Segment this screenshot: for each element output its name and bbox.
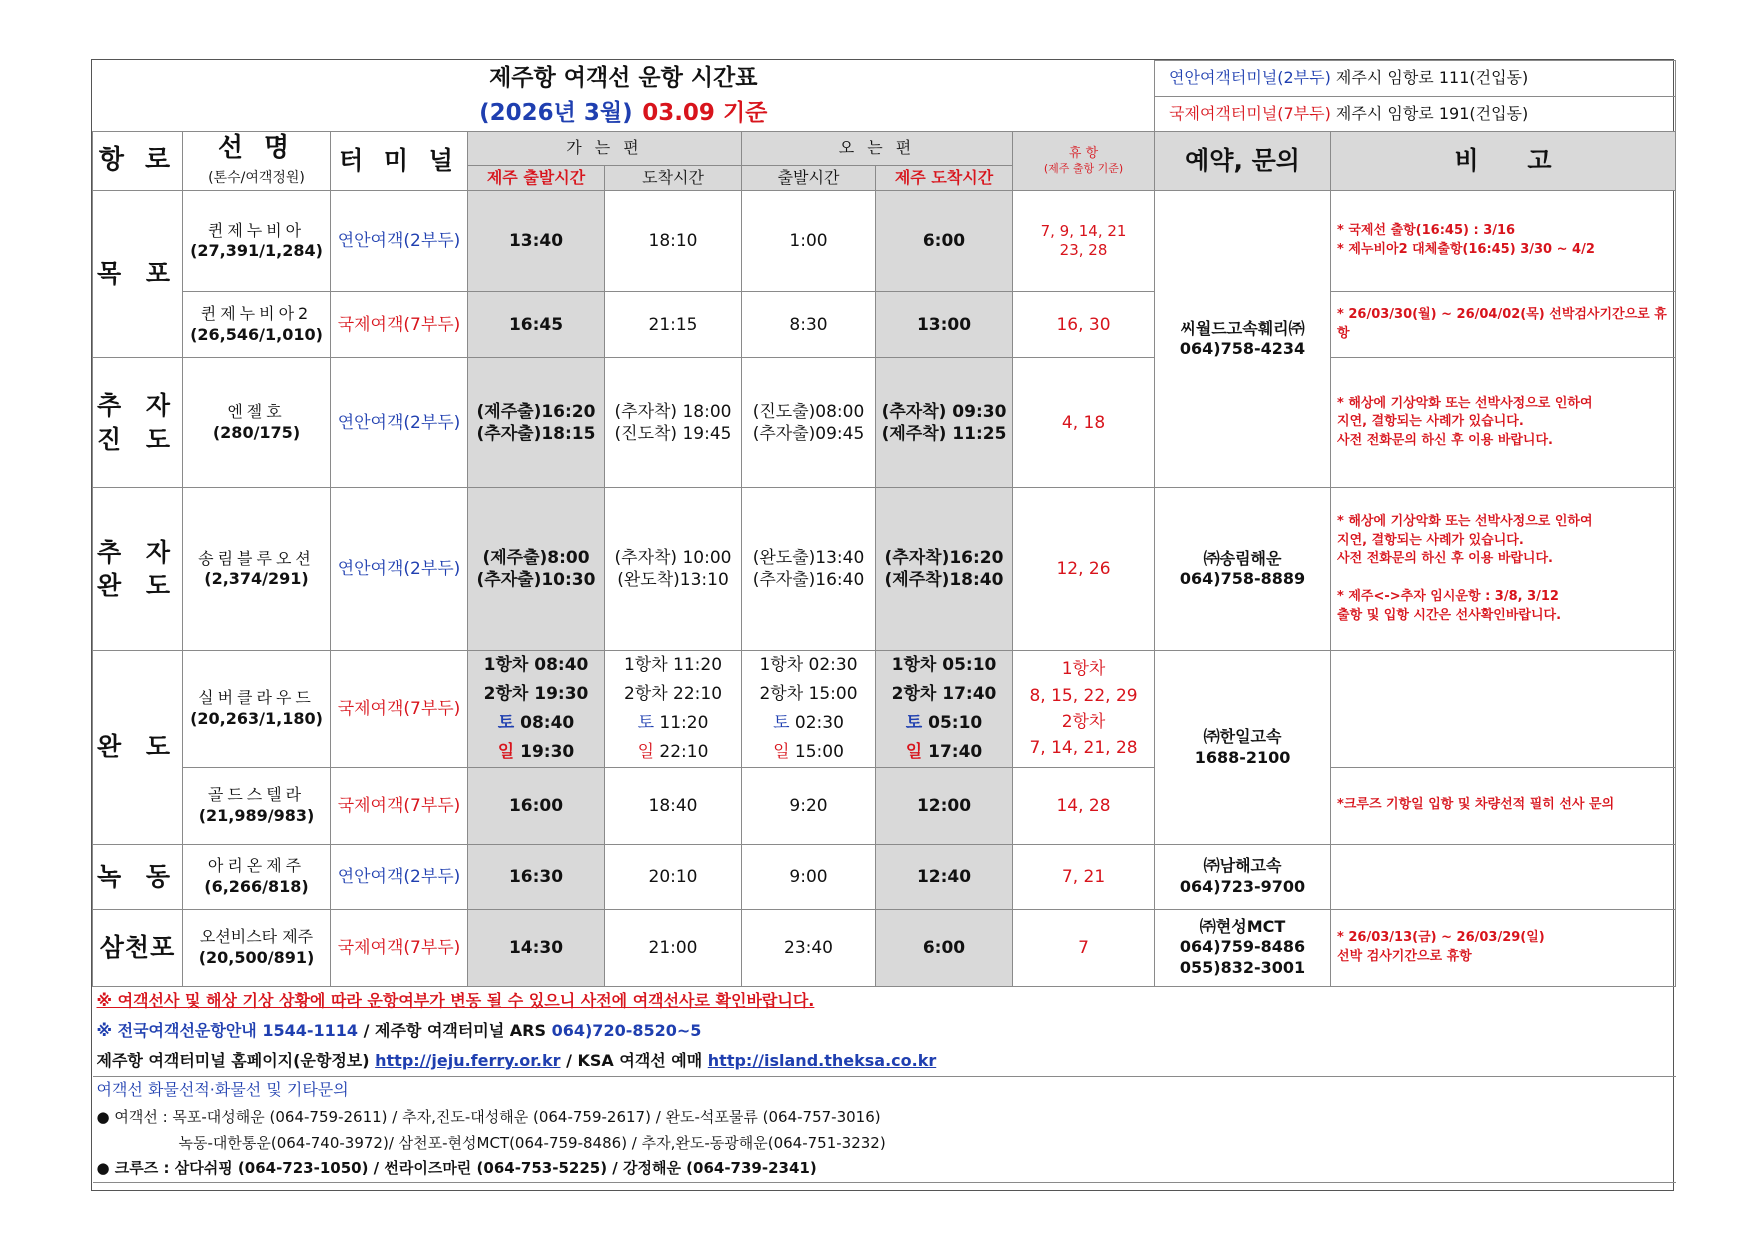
ship-spec: (20,500/891) [198,947,315,967]
going-arr-cell: 21:00 [605,909,742,986]
going-dep-cell: 16:00 [468,767,605,844]
trip-label: 2항차 [623,684,668,705]
page-subtitle [93,97,1155,132]
cargo-line-3: ● 크루즈 : 삼다쉬핑 (064-723-1050) / 썬라이즈마린 (064-753-5225) / 강정해운 (064-739-2341) [93,1156,1676,1182]
trip-label: 2항차 [759,684,804,705]
ship-cell [183,909,331,986]
terminal-cell: 연안여객(2부두) [331,844,468,909]
time-value: 15:00 [794,741,844,762]
table-row [93,651,1676,768]
subtitle-month: (2026년 3월) [479,99,633,126]
time-value: 05:10 [942,655,997,676]
going-dep-cell [468,651,605,768]
rest-cell: 14, 28 [1013,767,1155,844]
terminal-cell: 국제여객(7부두) [331,767,468,844]
col-going: 가 는 편 [468,132,742,166]
col-going-dep: 제주 출발시간 [468,166,605,191]
homepage-link[interactable]: http://jeju.ferry.or.kr [375,1050,561,1070]
going-arr-cell: 18:40 [605,767,742,844]
going-arr-cell [605,651,742,768]
time-value: 08:40 [534,655,589,676]
return-dep-cell: 23:40 [742,909,876,986]
col-ship: 선 명 [183,132,331,166]
trip-label: 1항차 [623,655,668,676]
ship-spec: (21,989/983) [198,805,315,825]
return-arr-cell: 13:00 [876,292,1013,358]
time-value: 17:40 [942,684,997,705]
ksa-label: / KSA 여객선 예매 [560,1050,708,1070]
return-dep-cell: (완도출)13:40 (추자출)16:40 [742,488,876,651]
going-arr-cell: (추자착) 10:00 (완도착)13:10 [605,488,742,651]
going-arr-cell: 21:15 [605,292,742,358]
remark-cell [1331,844,1676,909]
ship-name: 골드스텔라 [207,785,306,805]
title-text: 제주항 여객선 운항 시간표 [489,64,758,91]
ship-name: 아리온제주 [207,856,306,876]
col-rest [1013,132,1155,191]
terminal-address: 제주시 임항로 111(건입동) [1335,68,1529,88]
table-row [93,844,1676,909]
time-value: 22:10 [659,741,709,762]
sunday-label: 일 [905,741,923,762]
terminal-name: 국제여객터미널(7부두) [1169,103,1331,123]
route-wando: 완 도 [93,651,183,845]
return-dep-cell [742,651,876,768]
ship-name: 실버클라우드 [198,688,315,708]
going-dep-cell: 16:30 [468,844,605,909]
page-title [93,61,1155,97]
time-value: 11:20 [673,655,723,676]
cargo-line-1: ● 여객선 : 목포-대성해운 (064-759-2611) / 추자,진도-대성해운 (064-759-2617) / 완도-석포물류 (064-757-3016) [96,1107,881,1126]
going-dep-cell: (제주출)8:00 (추자출)10:30 [468,488,605,651]
rest-line: 1항차 [1061,659,1106,680]
return-arr-cell: 6:00 [876,191,1013,292]
timetable [92,60,1676,1183]
saturday-label: 토 [637,713,655,734]
terminal-cell: 연안여객(2부두) [331,191,468,292]
time-value: 02:30 [808,655,858,676]
return-dep-cell: 1:00 [742,191,876,292]
ship-spec: (280/175) [212,422,301,442]
rest-line: 7, 14, 21, 28 [1029,738,1138,759]
table-row [93,292,1676,358]
ksa-link[interactable]: http://island.theksa.co.kr [707,1050,937,1070]
ship-cell [183,358,331,488]
info-mid: / 제주항 여객터미널 ARS [358,1020,552,1040]
terminal-cell: 연안여객(2부두) [331,488,468,651]
time-value: 19:30 [520,741,575,762]
homepage-label: 제주항 여객터미널 홈페이지(운항정보) [96,1050,376,1070]
contact-seaworld: 씨월드고속훼리㈜ 064)758-4234 [1155,191,1331,488]
trip-label: 1항차 [759,655,804,676]
terminal-name: 연안여객터미널(2부두) [1169,68,1331,88]
ship-cell [183,767,331,844]
col-return: 오 는 편 [742,132,1013,166]
trip-label: 1항차 [891,655,937,676]
ship-name: 퀸제누비아2 [200,304,313,323]
terminal-address-coastal [1155,61,1676,97]
sunday-label: 일 [497,741,515,762]
contact-songrim: ㈜송림해운 064)758-8889 [1155,488,1331,651]
rest-line: 8, 15, 22, 29 [1029,685,1138,706]
ship-spec: (2,374/291) [204,569,309,589]
return-arr-cell [876,651,1013,768]
terminal-cell: 국제여객(7부두) [331,651,468,768]
table-row [93,909,1676,986]
time-value: 05:10 [928,713,983,734]
ship-name: 오션비스타 제주 [199,927,314,947]
info-phone: 1544-1114 [262,1020,359,1040]
warning-text: ※ 여객선사 및 해상 기상 상황에 따라 운항여부가 변동 될 수 있으니 사전에 여객선사로 확인바랍니다. [96,991,815,1011]
time-value: 19:30 [534,684,589,705]
terminal-address-intl [1155,97,1676,132]
cargo-title: 여객선 화물선적·화물선 및 기타문의 [93,1076,1676,1104]
col-return-arr: 제주 도착시간 [876,166,1013,191]
ship-cell [183,191,331,292]
rest-cell: 4, 18 [1013,358,1155,488]
rest-cell [1013,651,1155,768]
contact-hyunsung: ㈜현성MCT 064)759-8486 055)832-3001 [1155,909,1331,986]
terminal-cell: 국제여객(7부두) [331,292,468,358]
contact-hanil: ㈜한일고속 1688-2100 [1155,651,1331,845]
trip-label: 2항차 [483,684,529,705]
return-arr-cell: 6:00 [876,909,1013,986]
remark-cell: * 26/03/13(금) ~ 26/03/29(일) 선박 검사기간으로 휴항 [1331,909,1676,986]
saturday-label: 토 [497,713,515,734]
remark-cell: * 해상에 기상악화 또는 선박사정으로 인하여 지연, 결항되는 사례가 있습니다. 사전 전화문의 하신 후 이용 바랍니다. [1331,358,1676,488]
time-value: 02:30 [794,713,844,734]
rest-cell: 7, 21 [1013,844,1155,909]
route-chuja-jindo: 추 자 진 도 [93,358,183,488]
going-dep-cell: 14:30 [468,909,605,986]
going-arr-cell: 18:10 [605,191,742,292]
ship-spec: (27,391/1,284) [190,241,323,261]
subtitle-date: 03.09 기준 [642,99,768,126]
ship-spec: (20,263/1,180) [190,709,323,729]
saturday-label: 토 [905,713,923,734]
time-value: 22:10 [673,684,723,705]
return-dep-cell: 9:00 [742,844,876,909]
trip-label: 2항차 [891,684,937,705]
rest-line: 2항차 [1061,712,1106,733]
sunday-label: 일 [773,741,790,762]
col-contact: 예약, 문의 [1155,132,1331,191]
rest-label: 휴 항 [1068,145,1099,161]
saturday-label: 토 [773,713,790,734]
route-samcheonpo: 삼천포 [93,909,183,986]
rest-sublabel: (제주 출항 기준) [1043,162,1124,176]
rest-cell: 12, 26 [1013,488,1155,651]
return-dep-cell: (진도출)08:00 (추자출)09:45 [742,358,876,488]
terminal-cell: 국제여객(7부두) [331,909,468,986]
return-arr-cell: (추자착) 09:30 (제주착) 11:25 [876,358,1013,488]
return-arr-cell: 12:40 [876,844,1013,909]
time-value: 08:40 [520,713,575,734]
ship-cell [183,844,331,909]
going-dep-cell: (제주출)16:20 (추자출)18:15 [468,358,605,488]
ship-cell [183,488,331,651]
info-prefix: ※ 전국여객선운항안내 [96,1020,263,1040]
table-row [93,191,1676,292]
footer-links [93,1046,1676,1076]
remark-cell: * 국제선 출항(16:45) : 3/16 * 제누비아2 대체출항(16:45) 3/30 ~ 4/2 [1331,191,1676,292]
going-dep-cell: 13:40 [468,191,605,292]
trip-label: 1항차 [483,655,529,676]
going-arr-cell: 20:10 [605,844,742,909]
table-row [93,488,1676,651]
col-terminal: 터 미 널 [331,132,468,191]
footer-warning [93,986,1676,1016]
timetable-sheet [91,59,1674,1191]
remark-cell: *크루즈 기항일 입항 및 차량선적 필히 선사 문의 [1331,767,1676,844]
col-ship-sub: (톤수/여객정원) [183,166,331,191]
sunday-label: 일 [637,741,655,762]
table-row [93,767,1676,844]
col-return-dep: 출발시간 [742,166,876,191]
return-dep-cell: 8:30 [742,292,876,358]
route-nokdong: 녹 동 [93,844,183,909]
going-dep-cell: 16:45 [468,292,605,358]
col-remarks: 비 고 [1331,132,1676,191]
time-value: 17:40 [928,741,983,762]
route-mokpo: 목 포 [93,191,183,358]
remark-cell: * 해상에 기상악화 또는 선박사정으로 인하여 지연, 결항되는 사례가 있습니다. 사전 전화문의 하신 후 이용 바랍니다. * 제주<->추자 임시운항 : 3/8, 3/12 출항 및 입항 시간은 선사확인바랍니다. [1331,488,1676,651]
remark-cell: * 26/03/30(월) ~ 26/04/02(목) 선박검사기간으로 휴항 [1331,292,1676,358]
footer-info [93,1016,1676,1046]
contact-namhae: ㈜남해고속 064)723-9700 [1155,844,1331,909]
ship-spec: (26,546/1,010) [190,324,323,344]
return-arr-cell: 12:00 [876,767,1013,844]
return-arr-cell: (추자착)16:20 (제주착)18:40 [876,488,1013,651]
col-going-arr: 도착시간 [605,166,742,191]
ship-cell [183,292,331,358]
terminal-address: 제주시 임항로 191(건입동) [1335,103,1529,123]
rest-cell: 7, 9, 14, 21 23, 28 [1013,191,1155,292]
rest-cell: 7 [1013,909,1155,986]
ship-spec: (6,266/818) [204,876,309,896]
cargo-line-2: 녹동-대한통운(064-740-3972)/ 삼천포-현성MCT(064-759-8486) / 추자,완도-동광해운(064-751-3232) [178,1133,886,1152]
table-row [93,358,1676,488]
ship-name: 송림블루오션 [198,548,315,568]
remark-cell [1331,651,1676,768]
ship-cell [183,651,331,768]
route-chuja-wando: 추 자 완 도 [93,488,183,651]
ship-name: 퀸제누비아 [207,220,306,240]
terminal-cell: 연안여객(2부두) [331,358,468,488]
info-ars: 064)720-8520~5 [551,1020,702,1040]
time-value: 15:00 [808,684,858,705]
time-value: 11:20 [659,713,709,734]
ship-name: 엔젤호 [227,402,286,421]
going-arr-cell: (추자착) 18:00 (진도착) 19:45 [605,358,742,488]
return-dep-cell: 9:20 [742,767,876,844]
rest-cell: 16, 30 [1013,292,1155,358]
col-route: 항 로 [93,132,183,191]
